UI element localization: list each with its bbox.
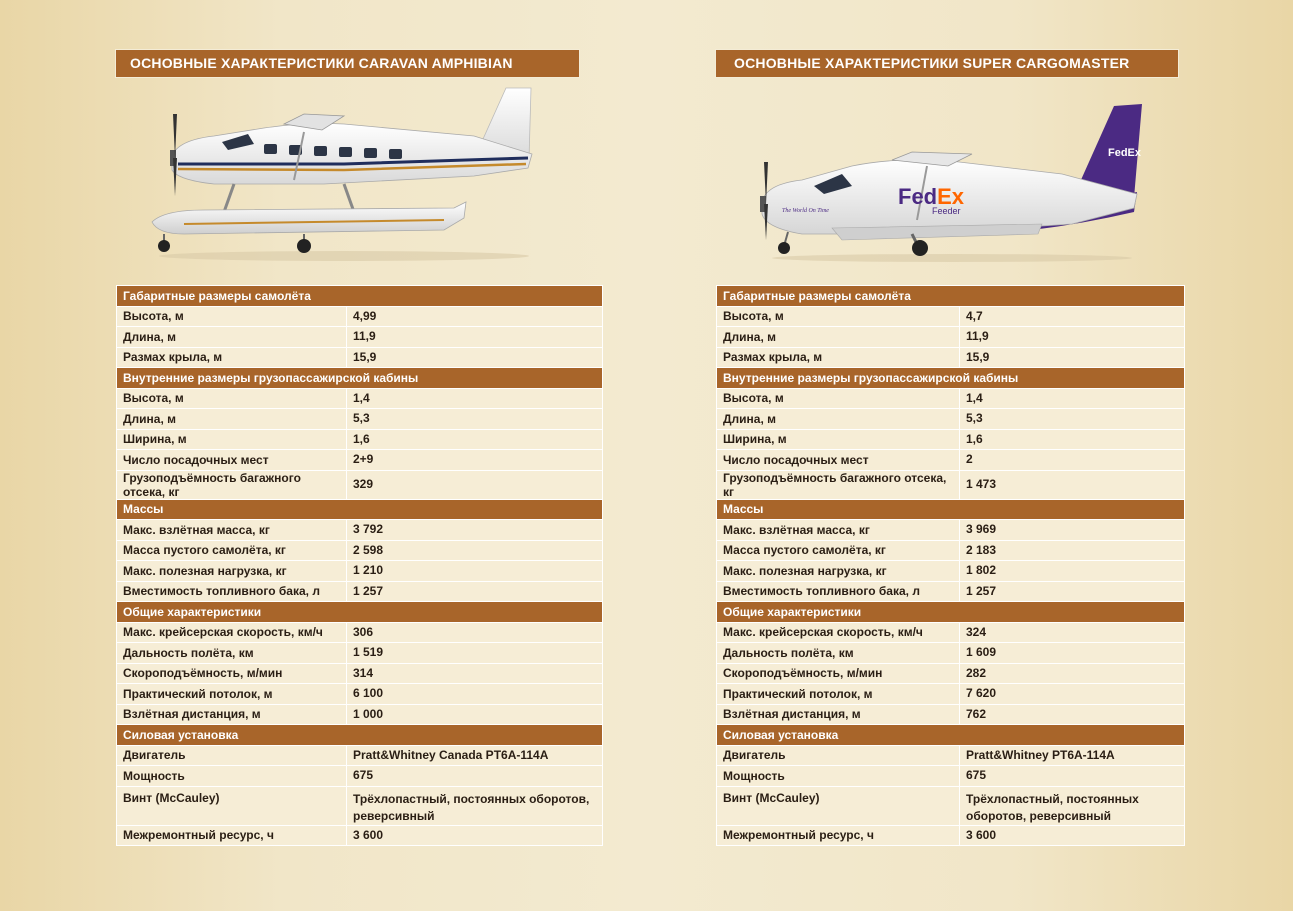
caravan-amphibian-image: [144, 84, 554, 264]
spec-label: Масса пустого самолёта, кг: [117, 540, 347, 561]
spec-label: Мощность: [717, 766, 960, 787]
spec-row: [117, 704, 603, 725]
spec-value: 2 598: [347, 540, 603, 561]
spec-row: [117, 825, 603, 846]
spec-value: 5,3: [347, 409, 603, 430]
spec-row: [117, 470, 603, 499]
spec-value: 1 519: [347, 643, 603, 664]
section-header-row: [717, 725, 1185, 746]
spec-row: [117, 561, 603, 582]
super-cargomaster-spec-table: [716, 285, 1185, 846]
spec-row: [117, 347, 603, 368]
section-header: Общие характеристики: [717, 602, 1185, 623]
spec-value: 4,99: [347, 306, 603, 327]
section-header: Внутренние размеры грузопассажирской кабины: [717, 368, 1185, 389]
section-header-row: [117, 602, 603, 623]
spec-value: 2+9: [347, 450, 603, 471]
spec-value: 1 802: [960, 561, 1185, 582]
spec-value: 7 620: [960, 684, 1185, 705]
spec-label: Макс. взлётная масса, кг: [117, 520, 347, 541]
spec-row: [717, 825, 1185, 846]
spec-row: [717, 622, 1185, 643]
spec-value: 15,9: [960, 347, 1185, 368]
spec-label: Высота, м: [717, 306, 960, 327]
spec-label: Длина, м: [117, 409, 347, 430]
spec-row: [117, 622, 603, 643]
spec-value: 1 210: [347, 561, 603, 582]
spec-value: 15,9: [347, 347, 603, 368]
fedex-ex-logo: Ex: [937, 184, 965, 209]
spec-row: [117, 684, 603, 705]
section-header-row: [717, 286, 1185, 307]
spec-label: Двигатель: [117, 745, 347, 766]
spec-value: 314: [347, 663, 603, 684]
section-header-row: [117, 499, 603, 520]
spec-row: [117, 409, 603, 430]
spec-value: 1 000: [347, 704, 603, 725]
spec-label: Дальность полёта, км: [717, 643, 960, 664]
spec-value: 1,4: [960, 388, 1185, 409]
spec-row: [117, 388, 603, 409]
spec-label: Длина, м: [717, 409, 960, 430]
spec-row: [717, 561, 1185, 582]
section-header-row: [717, 499, 1185, 520]
spec-value: 306: [347, 622, 603, 643]
fedex-feeder-label: Feeder: [932, 206, 961, 216]
spec-value: 329: [347, 470, 603, 499]
caravan-amphibian-spec-table: [116, 285, 603, 846]
spec-value: 1,4: [347, 388, 603, 409]
spec-label: Высота, м: [117, 388, 347, 409]
spec-row: [117, 540, 603, 561]
fedex-fed-logo: Fed: [898, 184, 938, 209]
spec-label: Длина, м: [117, 327, 347, 348]
spec-row: [117, 745, 603, 766]
spec-label: Вместимость топливного бака, л: [717, 581, 960, 602]
caravan-amphibian-title: ОСНОВНЫЕ ХАРАКТЕРИСТИКИ CARAVAN AMPHIBIAN: [116, 50, 579, 77]
spec-label: Число посадочных мест: [117, 450, 347, 471]
spec-label: Мощность: [117, 766, 347, 787]
section-header: Силовая установка: [717, 725, 1185, 746]
spec-label: Двигатель: [717, 745, 960, 766]
spec-row: [717, 470, 1185, 499]
section-header-row: [717, 368, 1185, 389]
spec-label: Межремонтный ресурс, ч: [717, 825, 960, 846]
spec-row: [117, 327, 603, 348]
spec-label: Практический потолок, м: [717, 684, 960, 705]
section-header: Массы: [717, 499, 1185, 520]
spec-label: Взлётная дистанция, м: [117, 704, 347, 725]
section-header: Внутренние размеры грузопассажирской кабины: [117, 368, 603, 389]
spec-value: 1 257: [347, 581, 603, 602]
spec-row: [117, 429, 603, 450]
section-header: Габаритные размеры самолёта: [117, 286, 603, 307]
spec-label: Межремонтный ресурс, ч: [117, 825, 347, 846]
spec-label: Дальность полёта, км: [117, 643, 347, 664]
spec-value: 11,9: [347, 327, 603, 348]
section-header: Общие характеристики: [117, 602, 603, 623]
spec-label: Макс. полезная нагрузка, кг: [717, 561, 960, 582]
spec-label: Грузоподъёмность багажного отсека, кг: [717, 470, 960, 499]
spec-label: Винт (McCauley): [117, 786, 347, 825]
spec-value: 1,6: [960, 429, 1185, 450]
spec-value: 11,9: [960, 327, 1185, 348]
spec-value: 3 792: [347, 520, 603, 541]
spec-label: Ширина, м: [117, 429, 347, 450]
spec-value: 675: [347, 766, 603, 787]
spec-row: [717, 766, 1185, 787]
spec-label: Размах крыла, м: [117, 347, 347, 368]
spec-row: [117, 581, 603, 602]
spec-value: Pratt&Whitney Canada PT6A-114A: [347, 745, 603, 766]
spec-value: 1 473: [960, 470, 1185, 499]
spec-row: [117, 450, 603, 471]
spec-row: [117, 520, 603, 541]
spec-row: [117, 663, 603, 684]
fedex-cheatline-label: The World On Time: [782, 208, 829, 214]
spec-value: 3 600: [960, 825, 1185, 846]
spec-label: Взлётная дистанция, м: [717, 704, 960, 725]
spec-value: 3 969: [960, 520, 1185, 541]
spec-value: 1 609: [960, 643, 1185, 664]
spec-label: Размах крыла, м: [717, 347, 960, 368]
spec-label: Высота, м: [117, 306, 347, 327]
spec-row: [717, 684, 1185, 705]
spec-value: 5,3: [960, 409, 1185, 430]
tail-brand-label: FedEx: [1108, 147, 1142, 159]
spec-label: Грузоподъёмность багажного отсека, кг: [117, 470, 347, 499]
spec-value: 1,6: [347, 429, 603, 450]
spec-value: 3 600: [347, 825, 603, 846]
spec-row: [717, 347, 1185, 368]
spec-label: Высота, м: [717, 388, 960, 409]
spec-row: [117, 306, 603, 327]
super-cargomaster-title: ОСНОВНЫЕ ХАРАКТЕРИСТИКИ SUPER CARGOMASTER: [716, 50, 1178, 77]
spec-label: Длина, м: [717, 327, 960, 348]
spec-row: [717, 306, 1185, 327]
spec-value: 2 183: [960, 540, 1185, 561]
spec-value: Pratt&Whitney PT6A-114A: [960, 745, 1185, 766]
section-header-row: [717, 602, 1185, 623]
spec-row: [717, 786, 1185, 825]
spec-row: [717, 409, 1185, 430]
spec-row: [717, 745, 1185, 766]
spec-row: [117, 786, 603, 825]
spec-label: Скороподъёмность, м/мин: [117, 663, 347, 684]
spec-value: 1 257: [960, 581, 1185, 602]
spec-row: [717, 388, 1185, 409]
spec-value: 762: [960, 704, 1185, 725]
spec-label: Макс. полезная нагрузка, кг: [117, 561, 347, 582]
spec-row: [117, 643, 603, 664]
spec-value: Трёхлопастный, постоянных оборотов, реверсивный: [347, 786, 603, 825]
spec-value: 6 100: [347, 684, 603, 705]
spec-row: [717, 643, 1185, 664]
spec-value: 324: [960, 622, 1185, 643]
spec-row: [717, 327, 1185, 348]
spec-label: Макс. крейсерская скорость, км/ч: [717, 622, 960, 643]
spec-value: 4,7: [960, 306, 1185, 327]
section-header-row: [117, 286, 603, 307]
spec-label: Макс. взлётная масса, кг: [717, 520, 960, 541]
section-header: Силовая установка: [117, 725, 603, 746]
spec-row: [717, 663, 1185, 684]
spec-label: Практический потолок, м: [117, 684, 347, 705]
super-cargomaster-image: [742, 100, 1152, 265]
spec-label: Винт (McCauley): [717, 786, 960, 825]
spec-label: Вместимость топливного бака, л: [117, 581, 347, 602]
spec-value: 282: [960, 663, 1185, 684]
section-header: Массы: [117, 499, 603, 520]
section-header: Габаритные размеры самолёта: [717, 286, 1185, 307]
spec-value: 2: [960, 450, 1185, 471]
spec-row: [717, 704, 1185, 725]
spec-row: [117, 766, 603, 787]
section-header-row: [117, 368, 603, 389]
spec-value: Трёхлопастный, постоянных оборотов, реверсивный: [960, 786, 1185, 825]
spec-row: [717, 520, 1185, 541]
spec-label: Масса пустого самолёта, кг: [717, 540, 960, 561]
spec-label: Ширина, м: [717, 429, 960, 450]
spec-label: Число посадочных мест: [717, 450, 960, 471]
spec-row: [717, 581, 1185, 602]
section-header-row: [117, 725, 603, 746]
spec-row: [717, 450, 1185, 471]
spec-row: [717, 540, 1185, 561]
spec-label: Скороподъёмность, м/мин: [717, 663, 960, 684]
spec-value: 675: [960, 766, 1185, 787]
spec-label: Макс. крейсерская скорость, км/ч: [117, 622, 347, 643]
spec-row: [717, 429, 1185, 450]
